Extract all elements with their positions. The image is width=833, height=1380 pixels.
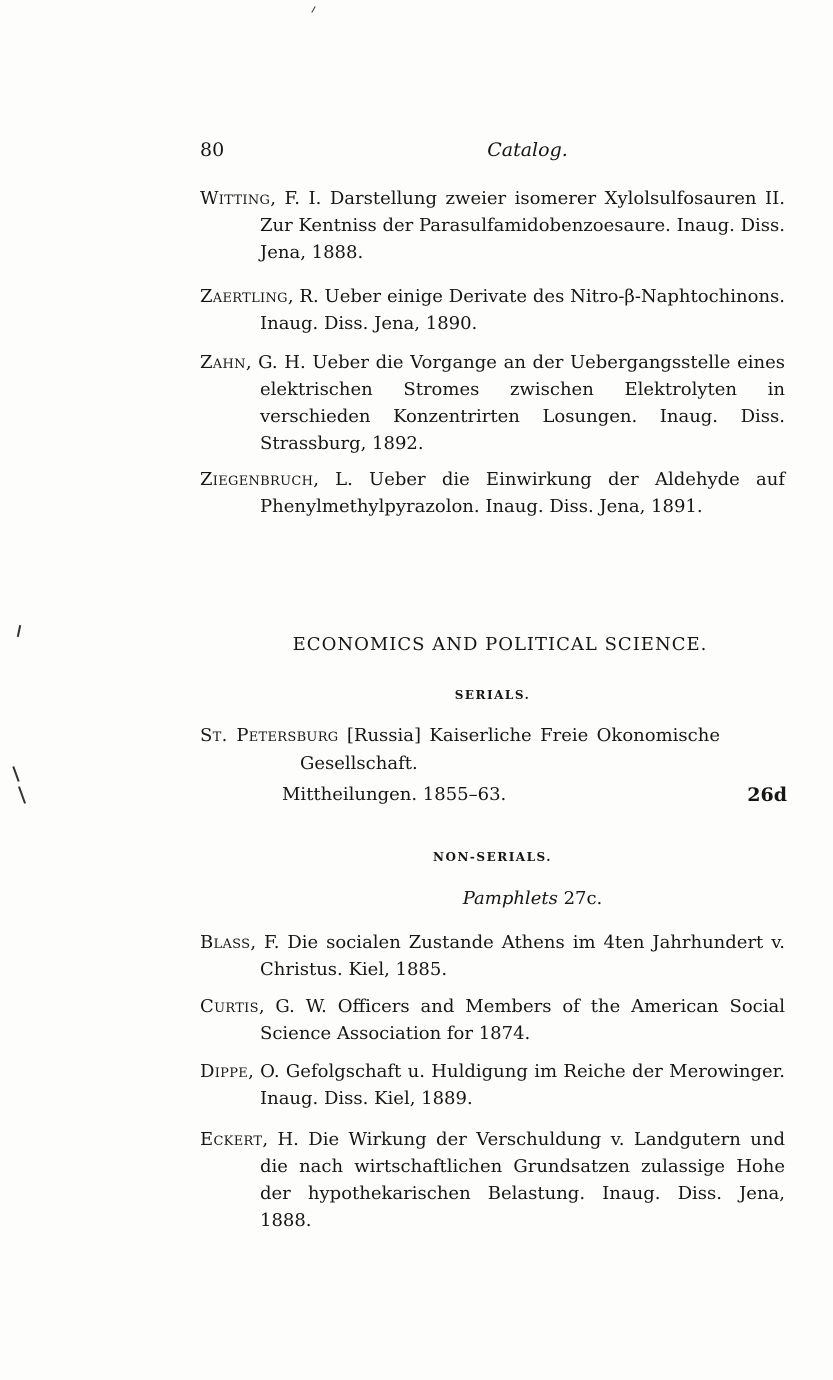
entry-text: , O. Gefolgschaft u. Huldigung im Reiche der Merowinger. Inaug. Diss. Kiel, 1889. — [248, 1061, 785, 1109]
catalog-entry — [200, 993, 785, 1047]
author-name: Zahn — [200, 352, 246, 373]
author-name: Blass — [200, 932, 251, 953]
entry-text: , G. H. Ueber die Vorgange an der Uebergangsstelle eines elektrischen Stromes zwischen Elektrolyten in verschieden Konzentrirten Losungen. Inaug. Diss. Strassburg, 1892. — [245, 352, 785, 454]
serial-text: [Russia] Kaiserliche Freie Okonomische Gesellschaft. — [300, 725, 720, 774]
catalog-entry — [200, 929, 785, 983]
entry-text: , L. Ueber die Einwirkung der Aldehyde auf Phenylmethylpyrazolon. Inaug. Diss. Jena, 1891. — [260, 469, 785, 517]
serial-name: St. Petersburg — [200, 725, 339, 746]
pamphlets-heading — [200, 888, 785, 909]
serial-entry — [200, 722, 720, 778]
entry-text: , F. I. Darstellung zweier isomerer Xylolsulfosauren II. Zur Kentniss der Parasulfamidobenzoesaure. Inaug. Diss. Jena, 1888. — [260, 188, 785, 263]
page-header — [200, 139, 785, 169]
nonserials-heading: NON-SERIALS. — [433, 850, 552, 864]
author-name: Witting — [200, 188, 271, 209]
entry-text: , R. Ueber einige Derivate des Nitro-β-Naphtochinons. Inaug. Diss. Jena, 1890. — [260, 286, 785, 334]
section-title: ECONOMICS AND POLITICAL SCIENCE. — [292, 634, 708, 655]
margin-mark — [311, 6, 315, 13]
pamphlets-shelf: 27c. — [563, 888, 603, 909]
serials-heading: SERIALS. — [454, 688, 531, 702]
entry-text: , G. W. Officers and Members of the American Social Science Association for 1874. — [258, 996, 785, 1044]
author-name: Zaertling — [200, 286, 288, 307]
catalog-entry — [200, 466, 785, 520]
serial-detail: Mittheilungen. 1855–63. — [282, 784, 507, 805]
catalog-entry — [200, 349, 785, 457]
catalog-entry — [200, 1126, 785, 1234]
entry-text: , H. Die Wirkung der Verschuldung v. Landgutern und die nach wirtschaftlichen Grundsatzen zulassige Hohe der hypothekarischen Belastung. Inaug. Diss. Jena, 1888. — [260, 1129, 785, 1231]
pamphlets-label: Pamphlets — [462, 888, 558, 909]
author-name: Curtis — [200, 996, 259, 1017]
margin-mark — [18, 786, 26, 804]
author-name: Ziegenbruch — [200, 469, 314, 490]
margin-mark — [12, 766, 19, 782]
author-name: Eckert — [200, 1129, 263, 1150]
catalog-entry — [200, 1058, 785, 1112]
entry-text: , F. Die socialen Zustande Athens im 4ten Jahrhundert v. Christus. Kiel, 1885. — [250, 932, 785, 980]
catalog-entry — [200, 283, 785, 337]
running-title: Catalog. — [487, 139, 568, 161]
catalog-entry — [200, 185, 785, 266]
page-number: 80 — [200, 139, 225, 161]
margin-mark — [17, 625, 21, 637]
author-name: Dippe — [200, 1061, 249, 1082]
shelf-mark: 26d — [747, 784, 787, 806]
